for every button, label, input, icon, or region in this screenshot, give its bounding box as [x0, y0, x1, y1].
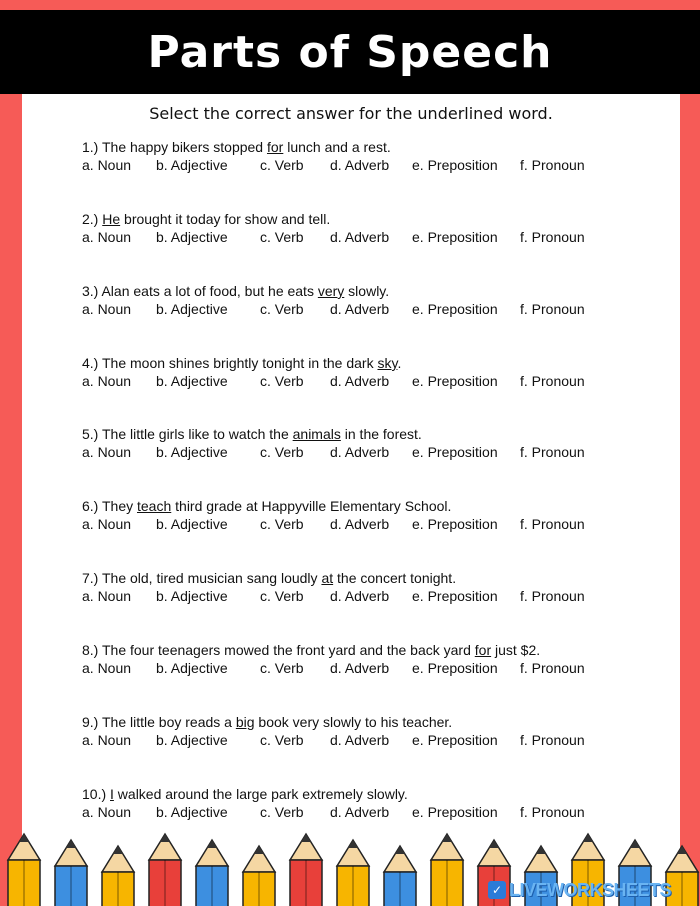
- logo-badge-icon: ✓: [488, 881, 506, 899]
- answer-option[interactable]: d. Adverb: [330, 804, 390, 820]
- answer-option[interactable]: d. Adverb: [330, 444, 390, 460]
- answer-option[interactable]: e. Preposition: [412, 301, 498, 317]
- answer-option[interactable]: b. Adjective: [156, 301, 228, 317]
- pencil-lead: [160, 834, 170, 842]
- answer-option[interactable]: d. Adverb: [330, 588, 390, 604]
- answer-option[interactable]: d. Adverb: [330, 229, 390, 245]
- question-number: 5.): [82, 426, 99, 442]
- answer-options: [82, 515, 662, 533]
- pencil-lead: [19, 834, 29, 842]
- answer-option[interactable]: b. Adjective: [156, 732, 228, 748]
- question-text-after: slowly.: [344, 283, 390, 299]
- question-text-after: in the forest.: [340, 426, 422, 442]
- question-text-after: just $2.: [491, 642, 541, 658]
- answer-option[interactable]: f. Pronoun: [520, 732, 585, 748]
- pencil-lead: [583, 834, 593, 842]
- question-text-after: book very slowly to his teacher.: [254, 714, 453, 730]
- pencil-lead: [66, 840, 76, 848]
- question-text-before: The little girls like to watch the: [101, 426, 293, 442]
- question-number: 1.): [82, 139, 99, 155]
- question-text: [82, 425, 662, 443]
- question-number: 6.): [82, 498, 99, 514]
- question-text-after: .: [397, 355, 402, 371]
- question-7: [82, 569, 662, 605]
- pencil-lead: [630, 840, 640, 848]
- answer-option[interactable]: d. Adverb: [330, 373, 390, 389]
- question-number: 10.): [82, 786, 107, 802]
- answer-option[interactable]: f. Pronoun: [520, 660, 585, 676]
- answer-option[interactable]: c. Verb: [260, 516, 304, 532]
- answer-option[interactable]: a. Noun: [82, 804, 132, 820]
- question-number: 9.): [82, 714, 99, 730]
- answer-options: [82, 587, 662, 605]
- answer-option[interactable]: c. Verb: [260, 229, 304, 245]
- question-text: [82, 497, 662, 515]
- answer-option[interactable]: b. Adjective: [156, 804, 228, 820]
- question-10: [82, 785, 662, 821]
- question-text-before: They: [101, 498, 137, 514]
- pencil-lead: [677, 846, 687, 854]
- pencil-lead: [348, 840, 358, 848]
- question-text-before: The old, tired musician sang loudly: [101, 570, 322, 586]
- pencil-lead: [301, 834, 311, 842]
- answer-option[interactable]: f. Pronoun: [520, 444, 585, 460]
- underlined-word: for: [474, 642, 492, 658]
- answer-option[interactable]: d. Adverb: [330, 301, 390, 317]
- pencil-lead: [395, 846, 405, 854]
- title-bar: [0, 10, 700, 94]
- underlined-word: big: [235, 714, 255, 730]
- question-text-before: The moon shines brightly tonight in the dark: [101, 355, 378, 371]
- question-text-before: The happy bikers stopped: [101, 139, 267, 155]
- answer-option[interactable]: d. Adverb: [330, 732, 390, 748]
- answer-option[interactable]: b. Adjective: [156, 444, 228, 460]
- logo-text: LIVEWORKSHEETS: [509, 879, 672, 900]
- answer-options: [82, 300, 662, 318]
- answer-option[interactable]: e. Preposition: [412, 516, 498, 532]
- question-text: [82, 138, 662, 156]
- answer-option[interactable]: a. Noun: [82, 588, 132, 604]
- answer-option[interactable]: b. Adjective: [156, 229, 228, 245]
- question-number: 4.): [82, 355, 99, 371]
- question-text-before: Alan eats a lot of food, but he eats: [101, 283, 318, 299]
- answer-option[interactable]: a. Noun: [82, 157, 132, 173]
- answer-options: [82, 443, 662, 461]
- underlined-word: I: [110, 786, 114, 802]
- pencil-lead: [207, 840, 217, 848]
- answer-option[interactable]: c. Verb: [260, 804, 304, 820]
- answer-option[interactable]: c. Verb: [260, 732, 304, 748]
- worksheet: [22, 94, 680, 906]
- answer-option[interactable]: f. Pronoun: [520, 804, 585, 820]
- underlined-word: at: [321, 570, 334, 586]
- question-2: [82, 210, 662, 246]
- question-text-after: the concert tonight.: [333, 570, 457, 586]
- answer-option[interactable]: f. Pronoun: [520, 301, 585, 317]
- pencil-lead: [536, 846, 546, 854]
- answer-option[interactable]: c. Verb: [260, 301, 304, 317]
- underlined-word: for: [266, 139, 284, 155]
- underlined-word: animals: [292, 426, 341, 442]
- pencil-lead: [254, 846, 264, 854]
- answer-option[interactable]: c. Verb: [260, 444, 304, 460]
- answer-option[interactable]: e. Preposition: [412, 157, 498, 173]
- answer-option[interactable]: f. Pronoun: [520, 373, 585, 389]
- answer-option[interactable]: f. Pronoun: [520, 516, 585, 532]
- answer-option[interactable]: d. Adverb: [330, 660, 390, 676]
- page-title: Parts of Speech: [147, 26, 553, 78]
- question-text: [82, 210, 662, 228]
- question-number: 7.): [82, 570, 99, 586]
- question-1: [82, 138, 662, 174]
- answer-option[interactable]: e. Preposition: [412, 732, 498, 748]
- question-text: [82, 354, 662, 372]
- answer-options: [82, 156, 662, 174]
- answer-option[interactable]: e. Preposition: [412, 229, 498, 245]
- answer-option[interactable]: e. Preposition: [412, 444, 498, 460]
- answer-option[interactable]: a. Noun: [82, 516, 132, 532]
- question-number: 2.): [82, 211, 99, 227]
- question-4: [82, 354, 662, 390]
- instruction-text: Select the correct answer for the underlined word.: [149, 104, 553, 123]
- answer-option[interactable]: a. Noun: [82, 444, 132, 460]
- question-text: [82, 641, 662, 659]
- question-text-before: The four teenagers mowed the front yard and the back yard: [101, 642, 475, 658]
- question-text: [82, 569, 662, 587]
- question-text-after: lunch and a rest.: [283, 139, 391, 155]
- answer-option[interactable]: c. Verb: [260, 588, 304, 604]
- question-5: [82, 425, 662, 461]
- answer-option[interactable]: f. Pronoun: [520, 229, 585, 245]
- answer-option[interactable]: a. Noun: [82, 229, 132, 245]
- answer-options: [82, 372, 662, 390]
- question-text-before: The little boy reads a: [101, 714, 236, 730]
- question-text: [82, 713, 662, 731]
- question-6: [82, 497, 662, 533]
- answer-option[interactable]: e. Preposition: [412, 588, 498, 604]
- underlined-word: teach: [137, 498, 172, 514]
- answer-option[interactable]: b. Adjective: [156, 588, 228, 604]
- underlined-word: very: [317, 283, 345, 299]
- answer-option[interactable]: d. Adverb: [330, 516, 390, 532]
- pencil-lead: [489, 840, 499, 848]
- answer-options: [82, 659, 662, 677]
- answer-option[interactable]: b. Adjective: [156, 660, 228, 676]
- answer-option[interactable]: a. Noun: [82, 732, 132, 748]
- answer-option[interactable]: f. Pronoun: [520, 157, 585, 173]
- answer-option[interactable]: f. Pronoun: [520, 588, 585, 604]
- underlined-word: sky: [377, 355, 398, 371]
- answer-option[interactable]: e. Preposition: [412, 660, 498, 676]
- answer-options: [82, 228, 662, 246]
- question-text: [82, 785, 662, 803]
- answer-option[interactable]: c. Verb: [260, 660, 304, 676]
- liveworksheets-logo: [488, 878, 671, 902]
- pencil-lead: [113, 846, 123, 854]
- question-text-after: third grade at Happyville Elementary School.: [171, 498, 452, 514]
- question-8: [82, 641, 662, 677]
- answer-option[interactable]: c. Verb: [260, 157, 304, 173]
- answer-option[interactable]: e. Preposition: [412, 373, 498, 389]
- question-text-after: brought it today for show and tell.: [120, 211, 331, 227]
- question-text: [82, 282, 662, 300]
- question-text-after: walked around the large park extremely slowly.: [113, 786, 408, 802]
- answer-option[interactable]: c. Verb: [260, 373, 304, 389]
- answer-option[interactable]: a. Noun: [82, 373, 132, 389]
- answer-option[interactable]: a. Noun: [82, 660, 132, 676]
- answer-option[interactable]: d. Adverb: [330, 157, 390, 173]
- answer-option[interactable]: a. Noun: [82, 301, 132, 317]
- underlined-word: He: [102, 211, 121, 227]
- answer-options: [82, 731, 662, 749]
- answer-option[interactable]: b. Adjective: [156, 373, 228, 389]
- answer-option[interactable]: b. Adjective: [156, 516, 228, 532]
- pencil-lead: [442, 834, 452, 842]
- answer-option[interactable]: e. Preposition: [412, 804, 498, 820]
- question-9: [82, 713, 662, 749]
- question-number: 8.): [82, 642, 99, 658]
- question-number: 3.): [82, 283, 99, 299]
- answer-option[interactable]: b. Adjective: [156, 157, 228, 173]
- answer-options: [82, 803, 662, 821]
- question-3: [82, 282, 662, 318]
